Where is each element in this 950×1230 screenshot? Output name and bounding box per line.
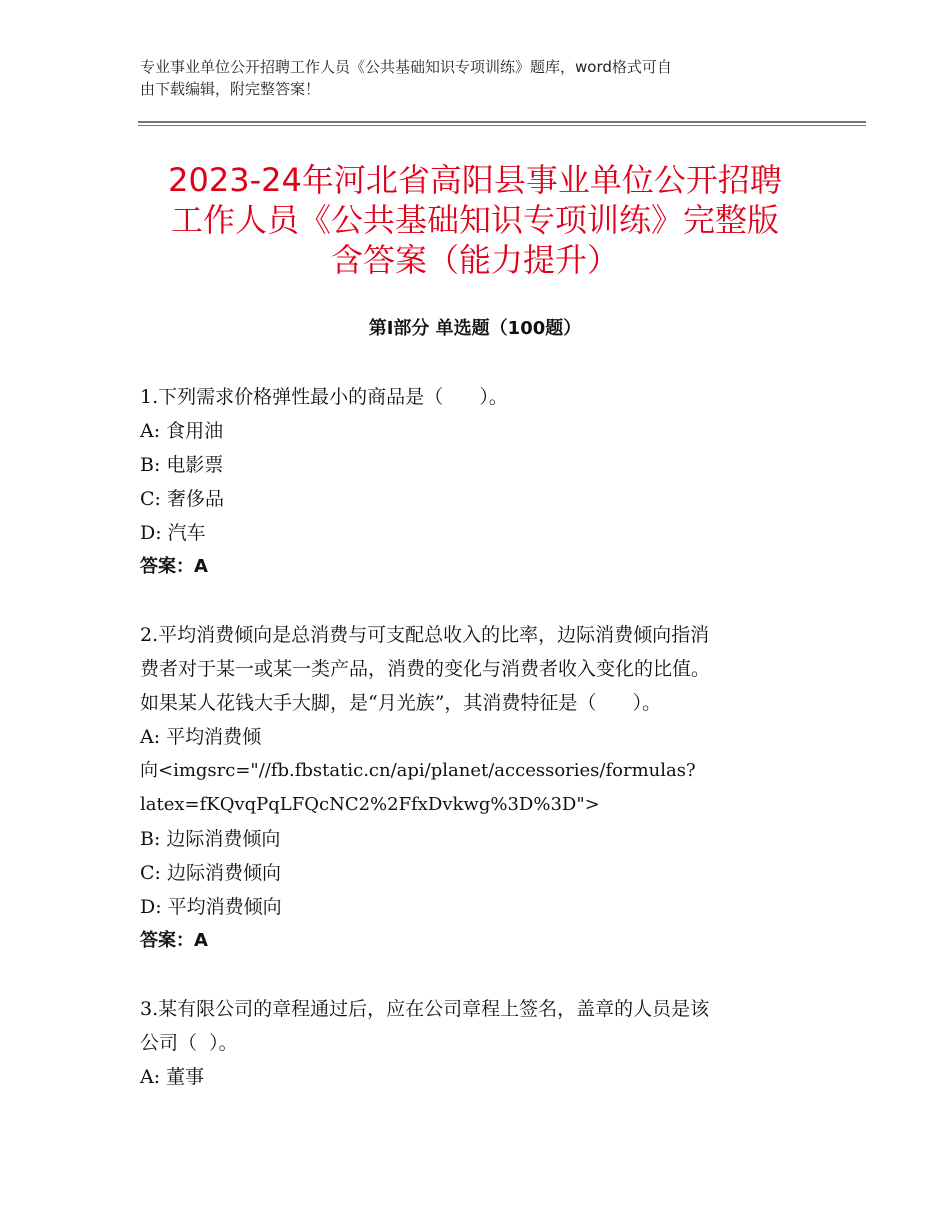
title-line-2: 工作人员《公共基础知识专项训练》完整版 — [170, 201, 779, 239]
header-rule-thick — [138, 121, 866, 123]
document-title — [120, 160, 830, 280]
answer: 答案：A — [140, 930, 208, 951]
title-line-1: 2023-24年河北省高阳县事业单位公开招聘 — [168, 161, 782, 199]
option-a: A: 食用油 — [140, 420, 224, 442]
option-d: D: 平均消费倾向 — [140, 896, 282, 918]
header-line-2: 由下载编辑，附完整答案！ — [140, 80, 321, 98]
option-a: A: 董事 — [140, 1066, 205, 1088]
question-3 — [140, 992, 820, 1094]
header-rule-thin — [138, 125, 866, 126]
option-b: B: 边际消费倾向 — [140, 828, 281, 850]
question-list — [140, 380, 820, 1094]
question-stem-line-1: 3.某有限公司的章程通过后，应在公司章程上签名，盖章的人员是该 — [140, 998, 710, 1020]
option-a-line-3: latex=fKQvqPqLFQcNC2%2FfxDvkwg%3D%3D"> — [140, 794, 600, 815]
question-2 — [140, 618, 820, 958]
option-a-line-1: A: 平均消费倾 — [140, 726, 262, 748]
question-stem-line-2: 公司（ ）。 — [140, 1032, 238, 1054]
document-header — [140, 56, 820, 100]
question-stem: 1.下列需求价格弹性最小的商品是（ ）。 — [140, 386, 508, 408]
question-stem-line-1: 2.平均消费倾向是总消费与可支配总收入的比率，边际消费倾向指消 — [140, 624, 710, 646]
question-stem-line-2: 费者对于某一或某一类产品，消费的变化与消费者收入变化的比值。 — [140, 658, 711, 680]
option-d: D: 汽车 — [140, 522, 206, 544]
question-1 — [140, 380, 820, 584]
option-c: C: 奢侈品 — [140, 488, 224, 510]
section-heading: 第Ⅰ部分 单选题（100题） — [368, 318, 582, 339]
question-stem-line-3: 如果某人花钱大手大脚，是“月光族”，其消费特征是（ ）。 — [140, 692, 662, 714]
answer: 答案：A — [140, 556, 208, 577]
option-b: B: 电影票 — [140, 454, 224, 476]
option-a-line-2: 向<imgsrc="//fb.fbstatic.cn/api/planet/accessories/formulas? — [140, 760, 696, 781]
option-c: C: 边际消费倾向 — [140, 862, 281, 884]
header-line-1: 专业事业单位公开招聘工作人员《公共基础知识专项训练》题库，word格式可自 — [140, 58, 672, 76]
title-line-3: 含答案（能力提升） — [330, 241, 619, 279]
